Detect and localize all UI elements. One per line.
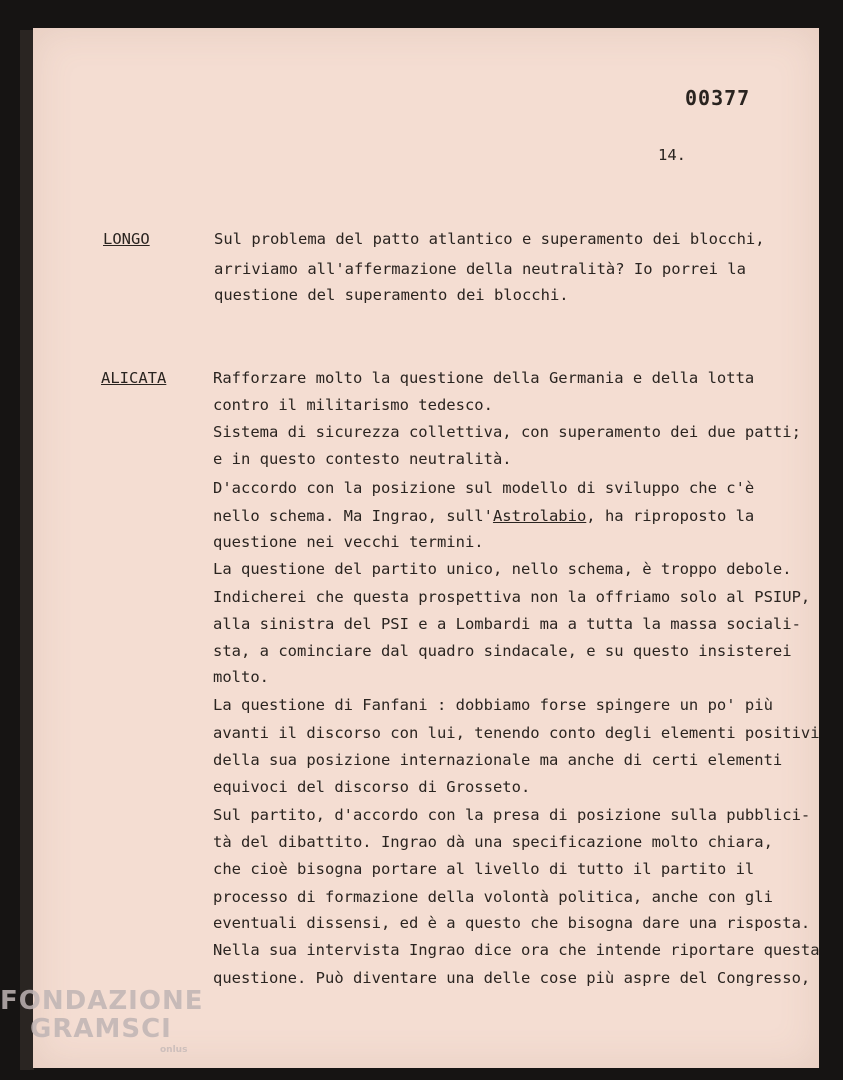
text-line: sta, a cominciare dal quadro sindacale, e su questo insisterei xyxy=(213,642,792,660)
text-line: della sua posizione internazionale ma anche di certi elementi xyxy=(213,751,783,769)
speaker-alicata: ALICATA xyxy=(101,369,167,387)
text-line: tà del dibattito. Ingrao dà una specificazione molto chiara, xyxy=(213,833,773,851)
fondazione-gramsci-watermark xyxy=(0,988,203,1055)
text-line: Indicherei che questa prospettiva non la offriamo solo al PSIUP, xyxy=(213,588,811,606)
text-line: Nella sua intervista Ingrao dice ora che intende riportare questa xyxy=(213,941,820,959)
text-line: equivoci del discorso di Grosseto. xyxy=(213,778,531,796)
text-line: contro il militarismo tedesco. xyxy=(213,396,493,414)
watermark-line2: GRAMSCI xyxy=(30,1014,172,1044)
text-line: questione del superamento dei blocchi. xyxy=(214,286,569,304)
text-segment: nello schema. Ma Ingrao, sull' xyxy=(213,507,493,525)
text-line: e in questo contesto neutralità. xyxy=(213,450,512,468)
text-line: La questione di Fanfani : dobbiamo forse spingere un po' più xyxy=(213,696,773,714)
text-line: La questione del partito unico, nello schema, è troppo debole. xyxy=(213,560,792,578)
text-line: questione nei vecchi termini. xyxy=(213,533,484,551)
text-line: eventuali dissensi, ed è a questo che bisogna dare una risposta. xyxy=(213,914,811,932)
text-line: Sul problema del patto atlantico e superamento dei blocchi, xyxy=(214,230,765,248)
text-line: D'accordo con la posizione sul modello di sviluppo che c'è xyxy=(213,479,755,497)
text-line: Rafforzare molto la questione della Germania e della lotta xyxy=(213,369,755,387)
watermark-line1: FONDAZIONE xyxy=(0,986,204,1016)
watermark-line3: onlus xyxy=(160,1045,188,1055)
document-number: 00377 xyxy=(685,86,751,110)
text-line: Sistema di sicurezza collettiva, con superamento dei due patti; xyxy=(213,423,801,441)
page-number: 14. xyxy=(658,146,686,164)
text-line: avanti il discorso con lui, tenendo conto degli elementi positivi xyxy=(213,724,820,742)
text-line: processo di formazione della volontà politica, anche con gli xyxy=(213,888,773,906)
document-page xyxy=(33,28,819,1068)
text-line: Sul partito, d'accordo con la presa di posizione sulla pubblici- xyxy=(213,806,811,824)
text-line: questione. Può diventare una delle cose più aspre del Congresso, xyxy=(213,969,811,987)
underlined-title-astrolabio: Astrolabio xyxy=(492,507,587,525)
text-line-astrolabio xyxy=(213,507,754,525)
text-line: che cioè bisogna portare al livello di tutto il partito il xyxy=(213,860,755,878)
text-line: molto. xyxy=(213,668,269,686)
text-line: alla sinistra del PSI e a Lombardi ma a tutta la massa sociali- xyxy=(213,615,801,633)
page-edge xyxy=(20,30,34,1070)
text-segment: , ha riproposto la xyxy=(586,507,755,525)
speaker-longo: LONGO xyxy=(103,230,150,248)
text-line: arriviamo all'affermazione della neutralità? Io porrei la xyxy=(214,260,746,278)
